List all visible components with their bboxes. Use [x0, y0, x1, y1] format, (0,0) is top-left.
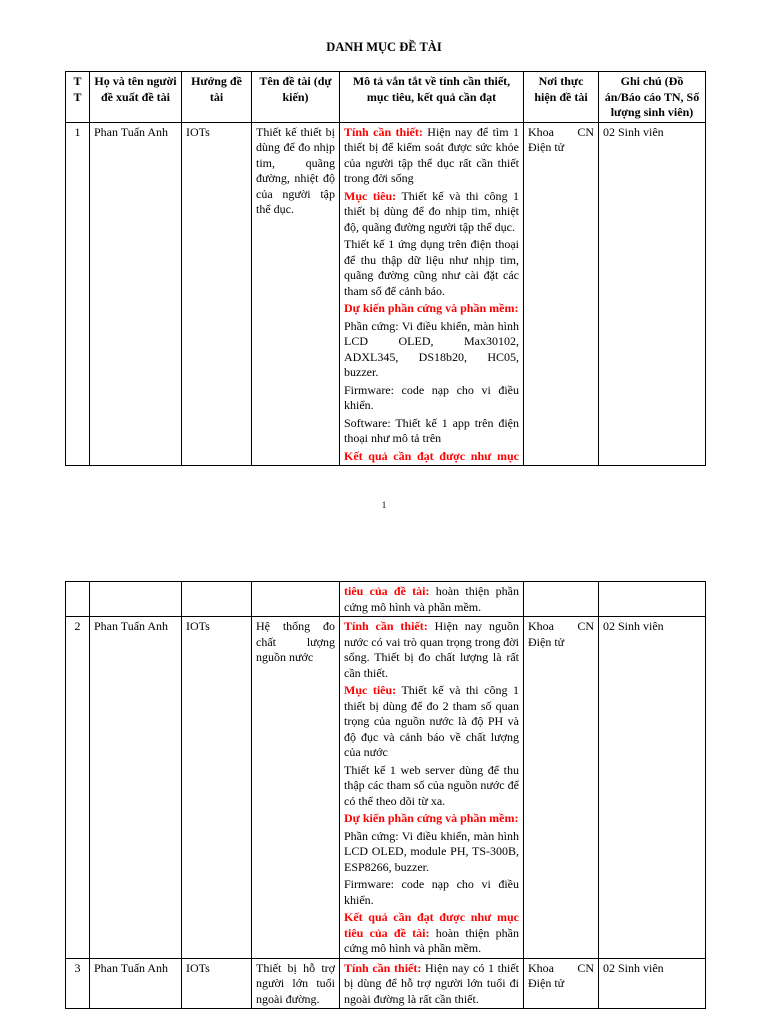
header-location: Nơi thực hiện đề tài: [524, 72, 599, 123]
header-direction: Hướng đề tài: [182, 72, 252, 123]
empty-cell: [599, 582, 706, 617]
objective-text: Thiết kế và thi công 1 thiết bị dùng để đo 2 tham số quan trọng của nguồn nước là độ PH và độ đục và cảnh báo về chất lượng của nước: [344, 683, 519, 759]
topic-table-page-2: [65, 581, 706, 1009]
header-tt: T T: [66, 72, 90, 123]
necessity-paragraph: [344, 961, 519, 1008]
result-text: hoàn thiện phần cứng mô hình và phần mềm.: [344, 584, 519, 614]
result-text: hoàn thiện phần cứng mô hình và phần mềm.: [344, 925, 519, 955]
necessity-paragraph: [344, 125, 519, 187]
faculty-abbrev: CN: [577, 619, 594, 633]
header-notes: Ghi chú (Đồ án/Báo cáo TN, Số lượng sinh viên): [599, 72, 706, 123]
hardware-software-label: Dự kiến phần cứng và phần mềm:: [344, 811, 519, 825]
direction: IOTs: [182, 617, 252, 959]
direction: IOTs: [182, 958, 252, 1009]
faculty-line: [528, 961, 594, 977]
table-row-continued: [66, 582, 706, 617]
row-number: 1: [66, 122, 90, 466]
objective-label: Mục tiêu:: [344, 188, 397, 203]
empty-cell: [66, 582, 90, 617]
proposer-name: Phan Tuấn Anh: [90, 122, 182, 466]
faculty-name: Điện tử: [528, 976, 565, 990]
topic-name: Thiết kế thiết bị dùng để đo nhịp tim, quãng đường, nhiệt độ của người tập thể dục.: [252, 122, 340, 466]
necessity-text: Hiện nay nguồn nước có vai trò quan trọng trong đời sống. Thiết bị đo chất lượng là rất cần thiết.: [344, 619, 519, 680]
necessity-label: Tính cần thiết:: [344, 124, 423, 139]
direction: IOTs: [182, 122, 252, 466]
notes-cell: 02 Sinh viên: [599, 958, 706, 1009]
topic-table-page-1: [65, 71, 706, 466]
topic-name: Hệ thống đo chất lượng nguồn nước: [252, 617, 340, 959]
firmware-paragraph: Firmware: code nạp cho vi điều khiển.: [344, 382, 519, 412]
description-cell: [340, 582, 524, 617]
row-number: 3: [66, 958, 90, 1009]
description-cell: [340, 122, 524, 466]
objective-paragraph: [344, 189, 519, 236]
description-cell: [340, 958, 524, 1009]
notes-cell: 02 Sinh viên: [599, 122, 706, 466]
topic-name: Thiết bị hỗ trợ người lớn tuổi ngoài đường.: [252, 958, 340, 1009]
hardware-software-label: Dự kiến phần cứng và phần mềm:: [344, 301, 519, 315]
faculty-word: Khoa: [528, 124, 554, 139]
faculty-name: Điện tử: [528, 140, 565, 154]
proposer-name: Phan Tuấn Anh: [90, 958, 182, 1009]
page-number: 1: [381, 500, 387, 510]
faculty-abbrev: CN: [577, 960, 594, 975]
header-description: Mô tả vắn tắt về tính cần thiết, mục tiêu, kết quả cần đạt: [340, 72, 524, 123]
result-label: Kết quả cần đạt được như mục tiêu của đề tài:: [344, 910, 519, 940]
document-title: DANH MỤC ĐỀ TÀI: [326, 40, 442, 54]
table-row: [66, 617, 706, 959]
objective-label: Mục tiêu:: [344, 683, 397, 697]
webserver-paragraph: Thiết kế 1 web server dùng để thu thập các tham số của nguồn nước để có thể theo dõi từ xa.: [344, 762, 519, 808]
empty-cell: [252, 582, 340, 617]
necessity-label: Tính cần thiết:: [344, 960, 422, 975]
faculty-word: Khoa: [528, 960, 554, 975]
faculty-word: Khoa: [528, 619, 554, 633]
table-row: [66, 122, 706, 466]
objective-text: Thiết kế và thi công 1 thiết bị dùng để đo nhịp tim, nhiệt độ, quãng đường người tập thể dục.: [344, 188, 519, 234]
software-paragraph: Software: Thiết kế 1 app trên điện thoại như mô tả trên: [344, 415, 519, 445]
result-label: Kết quả cần đạt được như mục: [344, 448, 519, 463]
empty-cell: [524, 582, 599, 617]
objective-paragraph: [344, 683, 519, 761]
location-cell: [524, 617, 599, 959]
app-paragraph: Thiết kế 1 ứng dụng trên điện thoại để thu thập dữ liệu như nhịp tim, quãng đường cũng như cài đặt các tham số để cảnh báo.: [344, 237, 519, 298]
notes-cell: 02 Sinh viên: [599, 617, 706, 959]
necessity-text: Hiện nay có 1 thiết bị dùng để hỗ trợ người lớn tuổi đi ngoài đường là rất cần thiết.: [344, 960, 519, 1006]
result-paragraph-continued: [344, 584, 519, 615]
header-topic-name: Tên đề tài (dự kiến): [252, 72, 340, 123]
proposer-name: Phan Tuấn Anh: [90, 617, 182, 959]
table-header-row: [66, 72, 706, 123]
necessity-text: Hiện nay để tìm 1 thiết bị để kiểm soát được sức khỏe của người tập thể dục rất cần thiết trong đời sống: [344, 124, 519, 185]
header-proposer: Họ và tên người đề xuất đề tài: [90, 72, 182, 123]
empty-cell: [90, 582, 182, 617]
result-label-continued: tiêu của đề tài:: [344, 584, 430, 598]
firmware-paragraph: Firmware: code nạp cho vi điều khiển.: [344, 877, 519, 907]
faculty-abbrev: CN: [577, 124, 594, 139]
hardware-paragraph: Phần cứng: Vi điều khiển, màn hình LCD OLED, Max30102, ADXL345, DS18b20, HC05, buzzer.: [344, 318, 519, 379]
necessity-label: Tính cần thiết:: [344, 619, 428, 633]
result-paragraph: [344, 910, 519, 957]
faculty-line: [528, 619, 594, 635]
description-cell: [340, 617, 524, 959]
necessity-paragraph: [344, 619, 519, 681]
location-cell: [524, 958, 599, 1009]
empty-cell: [182, 582, 252, 617]
row-number: 2: [66, 617, 90, 959]
faculty-name: Điện tử: [528, 634, 565, 649]
faculty-line: [528, 125, 594, 141]
location-cell: [524, 122, 599, 466]
hardware-paragraph: Phần cứng: Vi điều khiển, màn hình LCD OLED, module PH, TS-300B, ESP8266, buzzer.: [344, 828, 519, 874]
table-row: [66, 958, 706, 1009]
